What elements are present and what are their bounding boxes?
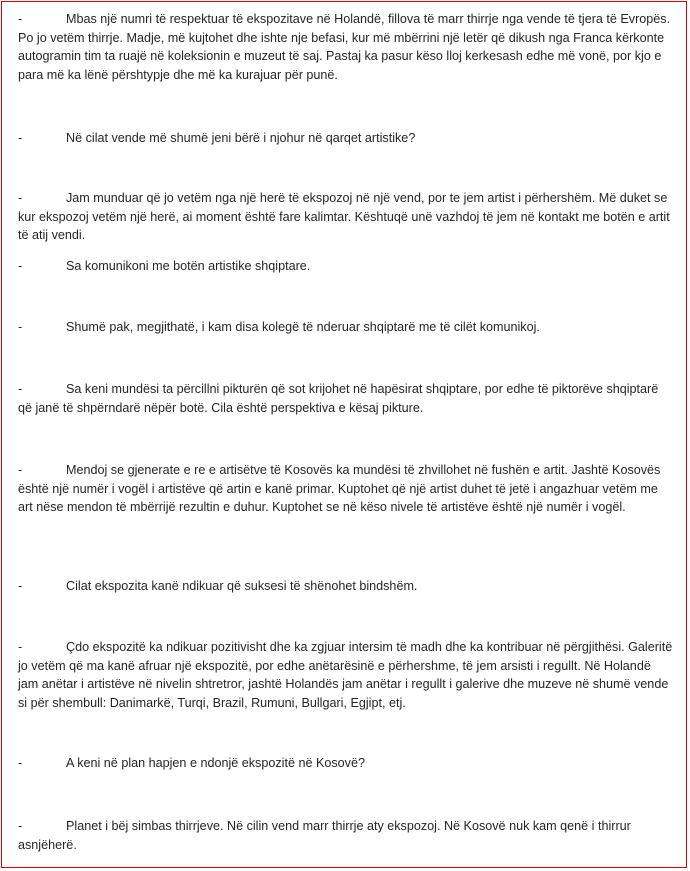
list-dash: - — [18, 640, 23, 654]
question-paragraph — [18, 577, 674, 596]
list-dash: - — [18, 819, 23, 833]
paragraph-text: Jam munduar që jo vetëm nga një herë të ekspozoj në një vend, por te jem artist i përhershëm. Më duket se kur ekspozoj vetëm një herë, ai moment është fare kalimtar. Kështuqë unë vazhdoj të jem në kontakt me botën e artit të atij vendi. — [18, 191, 670, 242]
list-dash: - — [18, 320, 23, 334]
paragraph-text: Çdo ekspozitë ka ndikuar pozitivisht dhe ka zgjuar intersim të madh dhe ka kontribuar në përgjithësi. Galeritë jo vetëm që ma kanë afruar një ekspozitë, por edhe anëtarësinë e përhershme, të jem arsisti i regullt. Në Holandë jam anëtar i artistëve në nivelin shtretror, jashtë Holandës jam anëtar i regullt i galerive dhe muzeve në shumë vende si për shembull: Danimarkë, Turqi, Brazil, Rumuni, Bullgari, Egjipt, etj. — [18, 640, 673, 710]
paragraph-text: Shumë pak, megjithatë, i kam disa kolegë të nderuar shqiptarë me të cilët komunikoj. — [66, 320, 540, 334]
document-page — [1, 1, 687, 868]
paragraph-text: Cilat ekspozita kanë ndikuar që suksesi të shënohet bindshëm. — [66, 579, 418, 593]
paragraph-text: Planet i bëj simbas thirrjeve. Në cilin vend marr thirrje aty ekspozoj. Në Kosovë nuk kam qenë i thirrur asnjëherë. — [18, 819, 631, 852]
list-dash: - — [18, 131, 23, 145]
paragraph-text: Mbas një numri të respektuar të ekspozitave në Holandë, fillova të marr thirrje nga vende të tjera të Evropës. Po jo vetëm thirrje. Madje, më kujtohet dhe ishte nje befasi, kur më mbërrini një letër që dikush nga Franca kërkonte autogramin tim ta ruajë në koleksionin e muzeut të saj. Pastaj ka pasur këso lloj kerkesash edhe më vonë, por kjo e para më ka lënë përshtypje dhe më ka kurajuar për punë. — [18, 12, 671, 82]
list-dash: - — [18, 579, 23, 593]
question-paragraph — [18, 380, 674, 417]
answer-paragraph — [18, 10, 674, 84]
answer-paragraph — [18, 318, 674, 337]
list-dash: - — [18, 382, 23, 396]
paragraph-text: Në cilat vende më shumë jeni bërë i njohur në qarqet artistike? — [66, 131, 416, 145]
paragraph-text: Mendoj se gjenerate e re e artisëtve të Kosovës ka mundësi të zhvillohet në fushën e artit. Jashtë Kosovës është një numër i vogël i artistëve që artin e kanë primar. Kuptohet që një artist duhet të jetë i angazhuar vetëm me art nëse mendon të mbërrijë rezultin e duhur. Kuptohet se në këso nivele të artistëve është një numër i vogël. — [18, 463, 661, 514]
list-dash: - — [18, 259, 23, 273]
paragraph-text: Sa komunikoni me botën artistike shqiptare. — [66, 259, 311, 273]
answer-paragraph — [18, 461, 674, 517]
question-paragraph — [18, 754, 674, 773]
answer-paragraph — [18, 189, 674, 245]
paragraph-text: Sa keni mundësi ta përcillni pikturën që sot krijohet në hapësirat shqiptare, por edhe të piktorëve shqiptarë që janë të shpërndarë nëpër botë. Cila është perspektiva e kësaj pikture. — [18, 382, 659, 415]
paragraph-text: A keni në plan hapjen e ndonjë ekspozitë në Kosovë? — [66, 756, 365, 770]
list-dash: - — [18, 191, 23, 205]
list-dash: - — [18, 463, 23, 477]
question-paragraph — [18, 129, 674, 148]
list-dash: - — [18, 756, 23, 770]
answer-paragraph — [18, 817, 674, 854]
answer-paragraph — [18, 638, 674, 712]
list-dash: - — [18, 12, 23, 26]
question-paragraph — [18, 257, 674, 276]
